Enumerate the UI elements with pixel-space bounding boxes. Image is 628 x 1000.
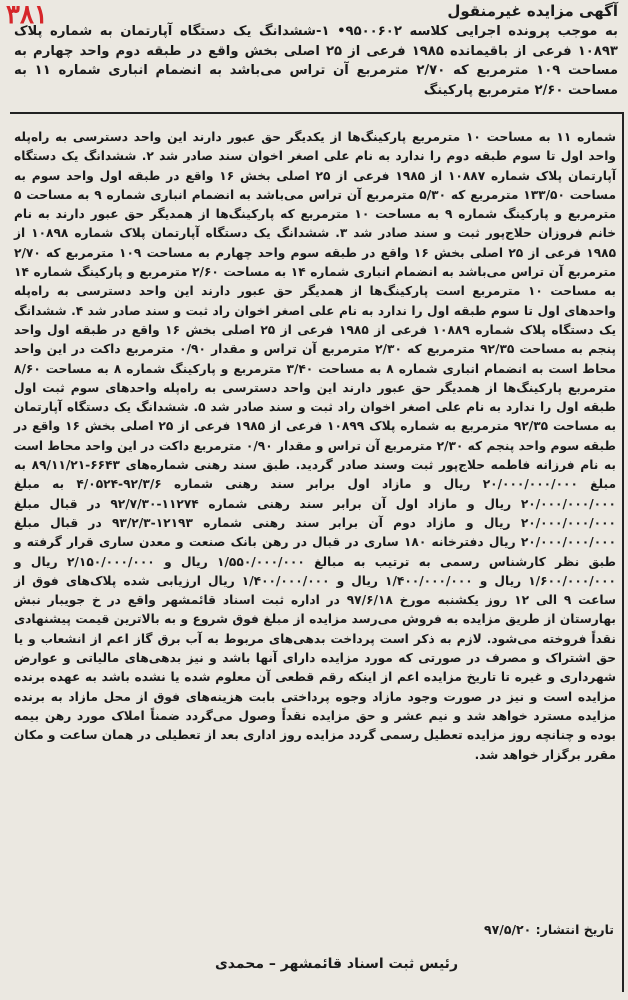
notice-body-paragraph: شماره ۱۱ به مساحت ۱۰ مترمربع پارکینگ‌ها از یکدیگر حق عبور دارند این واحد دسترسی به راه‌پله واحد اول تا سوم طبقه دوم را ندارد به نام علی اصغر اخوان سند صادر شد ۲. ششدانگ یک دستگاه آپارتمان پلاک شماره ۱۰۸۸۷ از ۱۹۸۵ فرعی از ۲۵ اصلی بخش ۱۶ واقع در طبقه اول واحد سوم به مساحت ۱۳۳/۵۰ مترمربع که ۵/۳۰ مترمربع آن تراس می‌باشد به انضمام انباری شماره ۹ به مساحت ۵ مترمربع و پارکینگ شماره ۹ به مساحت ۱۰ مترمربع که پارکینگ‌ها از همدیگر حق عبور دارند به نام خانم فروزان حلاج‌پور ثبت و سند صادر شد ۳. ششدانگ یک دستگاه آپارتمان پلاک شماره ۱۰۸۹۸ از ۱۹۸۵ فرعی از ۲۵ اصلی بخش ۱۶ واقع در طبقه سوم واحد چهارم به مساحت ۱۰۹ مترمربع که ۲/۷۰ مترمربع آن تراس می‌باشد به انضمام انباری شماره ۱۴ به مساحت ۲/۶۰ مترمربع و پارکینگ شماره ۱۴ به مساحت ۱۰ مترمربع است پارکینگ‌ها از همدیگر حق عبور دارند این واحد دسترسی به راه‌پله واحدهای اول تا سوم طبقه اول را ندارد به نام علی اصغر اخوان راد ثبت و سند صادر شد ۴. ششدانگ یک دستگاه پلاک شماره ۱۰۸۸۹ فرعی از ۱۹۸۵ فرعی از ۲۵ اصلی بخش ۱۶ واقع در طبقه اول واحد پنجم به مساحت ۹۲/۳۵ مترمربع که ۲/۳۰ مترمربع آن تراس و مقدار ۰/۹۰ مترمربع داکت در این واحد محاط است به انضمام انباری شماره ۸ به مساحت ۳/۴۰ مترمربع و پارکینگ شماره ۸ به مساحت ۸/۶۰ مترمربع پارکینگ‌ها از همدیگر حق عبور دارند این واحد دسترسی به راه‌پله واحدهای سوم ثبت اول طبقه اول را ندارد به نام علی اصغر اخوان راد ثبت و سند صادر شد ۵. ششدانگ یک دستگاه آپارتمان به مساحت ۹۲/۳۵ مترمربع به شماره پلاک ۱۰۸۹۹ فرعی از ۱۹۸۵ فرعی از ۲۵ اصلی بخش ۱۶ واقع در طبقه سوم واحد پنجم که ۲/۳۰ مترمربع آن تراس و مقدار ۰/۹۰ مترمربع داکت در این واحد محاط است به نام فرزانه فاطمه حلاج‌پور ثبت وسند صادر گردید. طبق سند رهنی شماره‌های ۶۶۴۳-۸۹/۱۱/۲۱ به مبلغ ۲۰/۰۰۰/۰۰۰/۰۰۰ ریال و مازاد اول برابر سند رهنی شماره ۹۲/۳/۶-۴/۰۵۲۴ به مبلغ ۲۰/۰۰۰/۰۰۰/۰۰۰ ریال و مازاد اول آن برابر سند رهنی شماره ۱۱۲۷۴-۹۲/۷/۳۰ در قبال مبلغ ۲۰/۰۰۰/۰۰۰/۰۰۰ ریال و مازاد دوم آن برابر سند رهنی شماره ۱۲۱۹۳-۹۳/۲/۳ در قبال مبلغ ۲۰/۰۰۰/۰۰۰/۰۰۰ ریال دفترخانه ۱۸۰ ساری در قبال در رهن بانک صنعت و معدن ساری قرار گرفته و طبق نظر کارشناس رسمی به ترتیب به مبالغ ۱/۵۵۰/۰۰۰/۰۰۰ ریال و ۲/۱۵۰/۰۰۰/۰۰۰ ریال و ۱/۶۰۰/۰۰۰/۰۰۰ ریال و ۱/۴۰۰/۰۰۰/۰۰۰ ریال و ۱/۴۰۰/۰۰۰/۰۰۰ ریال ارزیابی شده پلاک‌های فوق از ساعت ۹ الی ۱۲ روز یکشنبه مورخ ۹۷/۶/۱۸ در اداره ثبت اسناد قائمشهر واقع در خ جویبار نبش بهارستان از طریق مزایده به فروش می‌رسد مزایده از مبلغ فوق شروع و به بالاترین قیمت پیشنهادی نقداً فروخته می‌شود. لازم به ذکر است پرداخت بدهی‌های مربوط به آب برق گاز اعم از انشعاب و یا حق اشتراک و مصرف در صورتی که مورد مزایده دارای آنها باشد و نیز بدهی‌های مالیاتی و عوارض شهرداری و غیره تا تاریخ مزایده اعم از اینکه رقم قطعی آن معلوم شده یا نشده باشد به عهده برنده مزایده است و نیز در صورت وجود مازاد وجوه پرداختی بابت هزینه‌های فوق از محل مازاد به برنده مزایده مسترد خواهد شد و نیم عشر و حق مزایده نقداً وصول می‌گردد ضمناً املاک مورد رهن بیمه بوده و چنانچه روز مزایده تعطیل رسمی گردد مزایده روز اداری بعد از تعطیلی در همان ساعت و مکان مقرر برگزار خواهد شد. (14, 130, 617, 762)
right-divider (622, 112, 624, 992)
top-divider (10, 112, 622, 114)
notice-lead-paragraph: به موجب پرونده اجرایی کلاسه ۹۵۰۰۶۰۲• ۱-ششدانگ یک دستگاه آپارتمان به شماره پلاک ۱۰۸۹۳ فرعی از باقیمانده ۱۹۸۵ فرعی از ۲۵ اصلی بخش واقع در طبقه دوم واحد چهارم به مساحت ۱۰۹ مترمربع که ۲/۷۰ مترمربع آن تراس می‌باشد به انضمام انباری شماره ۱۱ به مساحت ۲/۶۰ مترمربع پارکینگ (14, 24, 618, 98)
page-number: ۳۸۱ (6, 0, 48, 30)
publication-date: تاریخ انتشار: ۹۷/۵/۲۰ (484, 922, 614, 937)
notice-title: آگهی مزایده غیرمنقول (447, 2, 618, 20)
signature-line: رئیس ثبت اسناد قائمشهر – محمدی (214, 956, 458, 972)
